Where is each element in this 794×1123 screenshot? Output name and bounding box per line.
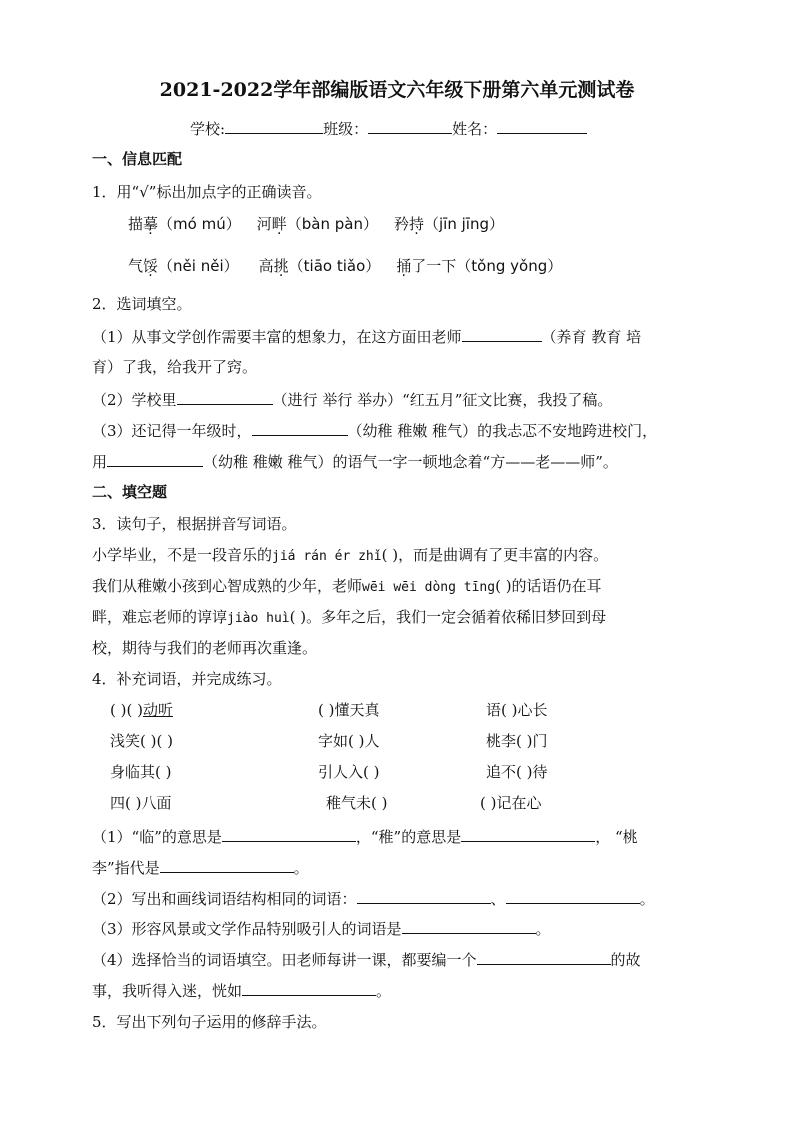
answer-blank[interactable] bbox=[177, 389, 273, 405]
answer-blank[interactable] bbox=[252, 420, 348, 436]
idiom-cell: ( )记在心 bbox=[480, 794, 542, 812]
idiom-cell: 字如( )人 bbox=[318, 732, 380, 750]
student-info-row bbox=[190, 118, 587, 139]
idiom-cell: 引人入( ) bbox=[318, 763, 380, 781]
q4-part-4-cont: 事，我听得入迷，恍如 。 bbox=[92, 982, 392, 1000]
class-label: 班级： bbox=[323, 120, 369, 138]
q2-stem: 2．选词填空。 bbox=[92, 295, 192, 313]
q4-part-2: （2）写出和画线词语结构相同的词语： 、 。 bbox=[92, 890, 655, 908]
q4-part-4: （4）选择恰当的词语填空。田老师每讲一课，都要编一个 的故 bbox=[92, 951, 641, 969]
q1-stem: 1．用“√”标出加点字的正确读音。 bbox=[92, 183, 322, 201]
section-1-heading: 一、信息匹配 bbox=[92, 150, 183, 168]
pinyin-item: 描摹（mó mú） bbox=[128, 215, 241, 233]
idiom-cell: ( )( )动听 bbox=[110, 701, 173, 719]
pinyin-item: 矜持（jīn jīng） bbox=[393, 215, 504, 233]
q3-stem: 3．读句子，根据拼音写词语。 bbox=[92, 515, 297, 533]
pinyin-item: 河畔（bàn pàn） bbox=[256, 215, 378, 233]
q4-stem: 4．补充词语，并完成练习。 bbox=[92, 670, 282, 688]
class-blank[interactable] bbox=[368, 118, 452, 134]
idiom-cell: 身临其( ) bbox=[110, 763, 172, 781]
underlined-word: 动听 bbox=[142, 701, 173, 719]
q2-line-4: 用 （幼稚 稚嫩 稚气）的语气一字一顿地念着“方——老——师”。 bbox=[92, 453, 618, 471]
school-label: 学校: bbox=[190, 120, 226, 138]
idiom-cell: 语( )心长 bbox=[486, 701, 548, 719]
answer-blank[interactable] bbox=[461, 826, 595, 842]
answer-blank[interactable] bbox=[222, 826, 356, 842]
answer-blank[interactable] bbox=[462, 326, 542, 342]
idiom-cell: 稚气未( ) bbox=[326, 794, 388, 812]
answer-blank[interactable] bbox=[160, 857, 294, 873]
q2-line-1: （1）从事文学创作需要丰富的想象力，在这方面田老师 （养育 教育 培 bbox=[92, 328, 642, 346]
q1-row-2 bbox=[128, 256, 562, 276]
pinyin-item: 气馁（něi něi） bbox=[128, 257, 239, 275]
idiom-cell: 桃李( )门 bbox=[486, 732, 548, 750]
q4-part-1-cont: 李”指代是 。 bbox=[92, 859, 309, 877]
name-blank[interactable] bbox=[497, 118, 587, 134]
page-title: 2021-2022学年部编版语文六年级下册第六单元测试卷 bbox=[159, 79, 635, 101]
idiom-cell: 四( )八面 bbox=[110, 794, 172, 812]
answer-blank[interactable] bbox=[506, 888, 640, 904]
q3-line-4: 校，期待与我们的老师再次重逢。 bbox=[92, 639, 318, 657]
idiom-cell: 浅笑( )( ) bbox=[110, 732, 173, 750]
q4-part-1: （1）“临”的意思是 ，“稚”的意思是 ， “桃 bbox=[92, 828, 638, 846]
q3-line-2: 我们从稚嫩小孩到心智成熟的少年，老师wēi wēi dòng tīng( )的话语仍在耳 bbox=[92, 577, 602, 595]
pinyin-item: 捅了一下（tǒng yǒng） bbox=[396, 257, 563, 275]
pinyin-item: 高挑（tiāo tiǎo） bbox=[258, 257, 381, 275]
q2-line-1-cont: 育）了我，给我开了窍。 bbox=[92, 358, 258, 376]
answer-blank[interactable] bbox=[357, 888, 491, 904]
idiom-cell: 追不( )待 bbox=[486, 763, 548, 781]
answer-blank[interactable] bbox=[477, 949, 611, 965]
name-label: 姓名： bbox=[452, 120, 498, 138]
q4-part-3: （3）形容风景或文学作品特别吸引人的词语是 。 bbox=[92, 920, 551, 938]
q2-line-3: （3）还记得一年级时， （幼稚 稚嫩 稚气）的我忐忑不安地跨进校门， bbox=[92, 422, 658, 440]
q3-line-1: 小学毕业，不是一段音乐的jiá rán ér zhǐ( )，而是曲调有了更丰富的内容。 bbox=[92, 546, 609, 564]
q3-line-3: 畔，难忘老师的谆谆jiào huì( )。多年之后，我们一定会循着依稀旧梦回到母 bbox=[92, 608, 607, 626]
school-blank[interactable] bbox=[225, 118, 323, 134]
answer-blank[interactable] bbox=[107, 451, 203, 467]
section-2-heading: 二、填空题 bbox=[92, 483, 168, 501]
q2-line-2: （2）学校里 （进行 举行 举办）“红五月”征文比赛，我投了稿。 bbox=[92, 391, 613, 409]
q1-row-1 bbox=[128, 214, 504, 234]
idiom-cell: ( )懂天真 bbox=[318, 701, 380, 719]
q5-stem: 5．写出下列句子运用的修辞手法。 bbox=[92, 1013, 327, 1031]
answer-blank[interactable] bbox=[402, 918, 536, 934]
answer-blank[interactable] bbox=[242, 980, 376, 996]
